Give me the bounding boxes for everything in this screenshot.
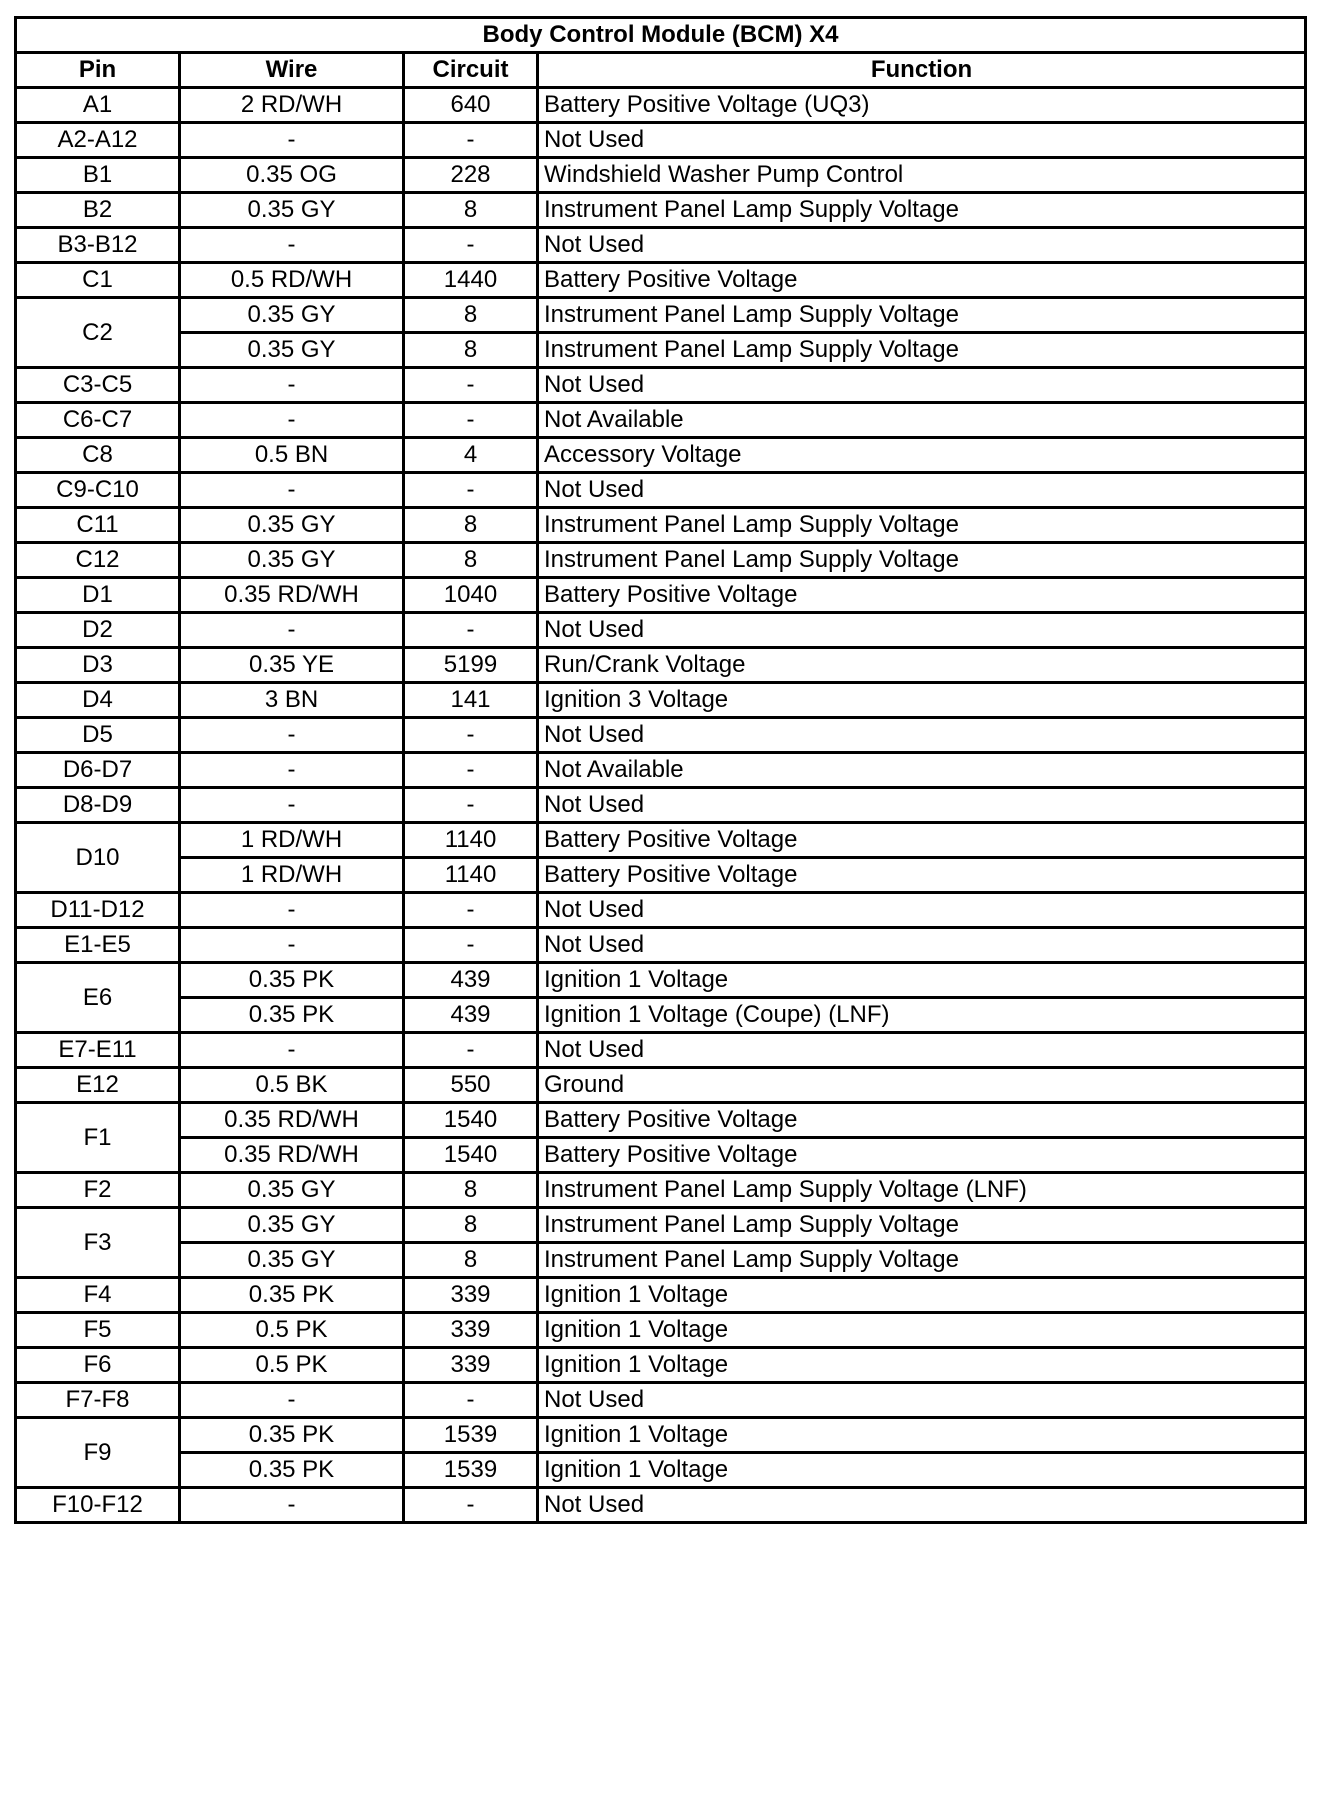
function-cell: Battery Positive Voltage [538,263,1306,298]
pin-cell: D4 [16,683,180,718]
pin-cell: B1 [16,158,180,193]
pin-cell: F9 [16,1418,180,1488]
function-cell: Ignition 1 Voltage [538,1278,1306,1313]
wire-cell: - [180,613,404,648]
circuit-cell: - [404,613,538,648]
wire-cell: - [180,1033,404,1068]
pin-cell: D6-D7 [16,753,180,788]
table-row [16,368,1306,403]
wire-cell: 0.35 GY [180,1173,404,1208]
pin-cell: F6 [16,1348,180,1383]
table-row [16,1208,1306,1243]
circuit-cell: - [404,403,538,438]
pin-cell: F10-F12 [16,1488,180,1523]
function-cell: Battery Positive Voltage (UQ3) [538,88,1306,123]
pin-cell: F7-F8 [16,1383,180,1418]
table-row [16,1383,1306,1418]
function-cell: Instrument Panel Lamp Supply Voltage [538,298,1306,333]
pin-cell: C1 [16,263,180,298]
table-row [16,578,1306,613]
wire-cell: 0.5 BK [180,1068,404,1103]
function-cell: Accessory Voltage [538,438,1306,473]
table-row [16,998,1306,1033]
pin-cell: E7-E11 [16,1033,180,1068]
circuit-cell: - [404,718,538,753]
pin-cell: C12 [16,543,180,578]
pin-cell: E6 [16,963,180,1033]
wire-cell: - [180,123,404,158]
wire-cell: 0.35 GY [180,298,404,333]
table-row [16,1313,1306,1348]
wire-cell: 0.35 GY [180,543,404,578]
table-row [16,1348,1306,1383]
table-row [16,928,1306,963]
title-row [16,18,1306,53]
pin-cell: B3-B12 [16,228,180,263]
circuit-cell: 1539 [404,1418,538,1453]
function-cell: Not Used [538,893,1306,928]
table-row [16,228,1306,263]
wire-cell: 0.35 RD/WH [180,1138,404,1173]
function-cell: Not Used [538,1488,1306,1523]
pin-cell: F3 [16,1208,180,1278]
wire-cell: 0.5 PK [180,1313,404,1348]
table-row [16,1453,1306,1488]
table-row [16,158,1306,193]
function-cell: Ignition 1 Voltage (Coupe) (LNF) [538,998,1306,1033]
wire-cell: - [180,788,404,823]
header-pin: Pin [16,53,180,88]
circuit-cell: - [404,123,538,158]
table-row [16,263,1306,298]
table-row [16,1173,1306,1208]
function-cell: Not Used [538,123,1306,158]
pin-cell: D1 [16,578,180,613]
table-row [16,788,1306,823]
wire-cell: 0.35 GY [180,333,404,368]
circuit-cell: 141 [404,683,538,718]
circuit-cell: 339 [404,1313,538,1348]
table-row [16,543,1306,578]
circuit-cell: 1140 [404,823,538,858]
circuit-cell: - [404,928,538,963]
pin-cell: F1 [16,1103,180,1173]
wire-cell: - [180,368,404,403]
table-row [16,683,1306,718]
wire-cell: 0.35 OG [180,158,404,193]
wire-cell: 0.35 PK [180,1418,404,1453]
function-cell: Instrument Panel Lamp Supply Voltage [538,1243,1306,1278]
function-cell: Battery Positive Voltage [538,1103,1306,1138]
circuit-cell: 8 [404,543,538,578]
circuit-cell: 8 [404,333,538,368]
circuit-cell: 5199 [404,648,538,683]
wire-cell: 0.35 YE [180,648,404,683]
function-cell: Windshield Washer Pump Control [538,158,1306,193]
pin-cell: A1 [16,88,180,123]
table-row [16,333,1306,368]
wire-cell: - [180,893,404,928]
bcm-x4-pinout-table [14,16,1307,1524]
circuit-cell: - [404,1033,538,1068]
pin-cell: D5 [16,718,180,753]
function-cell: Ignition 1 Voltage [538,1348,1306,1383]
table-row [16,1068,1306,1103]
circuit-cell: 439 [404,998,538,1033]
function-cell: Battery Positive Voltage [538,578,1306,613]
pin-cell: F2 [16,1173,180,1208]
wire-cell: 0.35 PK [180,998,404,1033]
function-cell: Run/Crank Voltage [538,648,1306,683]
circuit-cell: - [404,1383,538,1418]
pin-cell: D11-D12 [16,893,180,928]
wire-cell: 1 RD/WH [180,858,404,893]
function-cell: Not Used [538,718,1306,753]
circuit-cell: 8 [404,508,538,543]
wire-cell: - [180,473,404,508]
function-cell: Not Used [538,228,1306,263]
function-cell: Not Used [538,1383,1306,1418]
pin-cell: A2-A12 [16,123,180,158]
wire-cell: 0.35 PK [180,1278,404,1313]
header-row [16,53,1306,88]
pin-cell: D3 [16,648,180,683]
circuit-cell: 8 [404,193,538,228]
table-row [16,613,1306,648]
table-title: Body Control Module (BCM) X4 [16,18,1306,53]
table-row [16,193,1306,228]
circuit-cell: 1540 [404,1103,538,1138]
circuit-cell: 1040 [404,578,538,613]
circuit-cell: 550 [404,1068,538,1103]
circuit-cell: - [404,893,538,928]
table-row [16,438,1306,473]
table-row [16,123,1306,158]
table-row [16,1278,1306,1313]
table-row [16,88,1306,123]
table-row [16,1138,1306,1173]
wire-cell: - [180,1488,404,1523]
table-row [16,508,1306,543]
function-cell: Not Used [538,368,1306,403]
function-cell: Not Available [538,403,1306,438]
function-cell: Instrument Panel Lamp Supply Voltage [538,1208,1306,1243]
pin-cell: D10 [16,823,180,893]
circuit-cell: 4 [404,438,538,473]
circuit-cell: - [404,753,538,788]
wire-cell: 0.35 GY [180,508,404,543]
table-row [16,1418,1306,1453]
function-cell: Instrument Panel Lamp Supply Voltage (LNF) [538,1173,1306,1208]
pin-cell: F4 [16,1278,180,1313]
function-cell: Instrument Panel Lamp Supply Voltage [538,543,1306,578]
pin-cell: E1-E5 [16,928,180,963]
pin-cell: D8-D9 [16,788,180,823]
table-row [16,893,1306,928]
circuit-cell: 640 [404,88,538,123]
wire-cell: - [180,403,404,438]
function-cell: Not Used [538,613,1306,648]
circuit-cell: 8 [404,1173,538,1208]
pin-cell: C2 [16,298,180,368]
table-row [16,648,1306,683]
table-row [16,1488,1306,1523]
wire-cell: - [180,928,404,963]
pin-cell: C9-C10 [16,473,180,508]
circuit-cell: 1140 [404,858,538,893]
circuit-cell: - [404,473,538,508]
circuit-cell: - [404,1488,538,1523]
circuit-cell: - [404,788,538,823]
pin-cell: C6-C7 [16,403,180,438]
circuit-cell: 1540 [404,1138,538,1173]
function-cell: Not Used [538,928,1306,963]
table-row [16,1033,1306,1068]
pin-cell: E12 [16,1068,180,1103]
circuit-cell: - [404,368,538,403]
wire-cell: - [180,718,404,753]
wire-cell: 0.35 GY [180,193,404,228]
circuit-cell: - [404,228,538,263]
table-row [16,718,1306,753]
circuit-cell: 8 [404,1243,538,1278]
header-function: Function [538,53,1306,88]
table-body [16,88,1306,1523]
circuit-cell: 339 [404,1348,538,1383]
pin-cell: D2 [16,613,180,648]
circuit-cell: 8 [404,1208,538,1243]
circuit-cell: 339 [404,1278,538,1313]
circuit-cell: 228 [404,158,538,193]
circuit-cell: 1440 [404,263,538,298]
table-row [16,403,1306,438]
function-cell: Battery Positive Voltage [538,858,1306,893]
table-row [16,858,1306,893]
table-row [16,1243,1306,1278]
circuit-cell: 1539 [404,1453,538,1488]
wire-cell: 0.35 PK [180,963,404,998]
pin-cell: C3-C5 [16,368,180,403]
pin-cell: C11 [16,508,180,543]
table-row [16,823,1306,858]
table-row [16,1103,1306,1138]
circuit-cell: 439 [404,963,538,998]
function-cell: Ignition 1 Voltage [538,1453,1306,1488]
function-cell: Ignition 1 Voltage [538,963,1306,998]
function-cell: Ground [538,1068,1306,1103]
table-row [16,298,1306,333]
wire-cell: 0.5 PK [180,1348,404,1383]
table-row [16,963,1306,998]
table-row [16,753,1306,788]
function-cell: Instrument Panel Lamp Supply Voltage [538,193,1306,228]
function-cell: Ignition 1 Voltage [538,1313,1306,1348]
wire-cell: 0.35 PK [180,1453,404,1488]
wire-cell: 0.5 RD/WH [180,263,404,298]
function-cell: Ignition 3 Voltage [538,683,1306,718]
wire-cell: 0.35 RD/WH [180,578,404,613]
header-wire: Wire [180,53,404,88]
function-cell: Battery Positive Voltage [538,823,1306,858]
function-cell: Not Used [538,788,1306,823]
pin-cell: C8 [16,438,180,473]
function-cell: Not Used [538,473,1306,508]
wire-cell: 1 RD/WH [180,823,404,858]
wire-cell: - [180,753,404,788]
wire-cell: - [180,228,404,263]
function-cell: Instrument Panel Lamp Supply Voltage [538,333,1306,368]
function-cell: Not Used [538,1033,1306,1068]
function-cell: Battery Positive Voltage [538,1138,1306,1173]
wire-cell: 0.35 RD/WH [180,1103,404,1138]
pin-cell: F5 [16,1313,180,1348]
function-cell: Ignition 1 Voltage [538,1418,1306,1453]
wire-cell: 3 BN [180,683,404,718]
circuit-cell: 8 [404,298,538,333]
wire-cell: 0.35 GY [180,1243,404,1278]
wire-cell: 2 RD/WH [180,88,404,123]
wire-cell: 0.35 GY [180,1208,404,1243]
wire-cell: 0.5 BN [180,438,404,473]
wire-cell: - [180,1383,404,1418]
table-row [16,473,1306,508]
function-cell: Not Available [538,753,1306,788]
pin-cell: B2 [16,193,180,228]
function-cell: Instrument Panel Lamp Supply Voltage [538,508,1306,543]
header-circuit: Circuit [404,53,538,88]
